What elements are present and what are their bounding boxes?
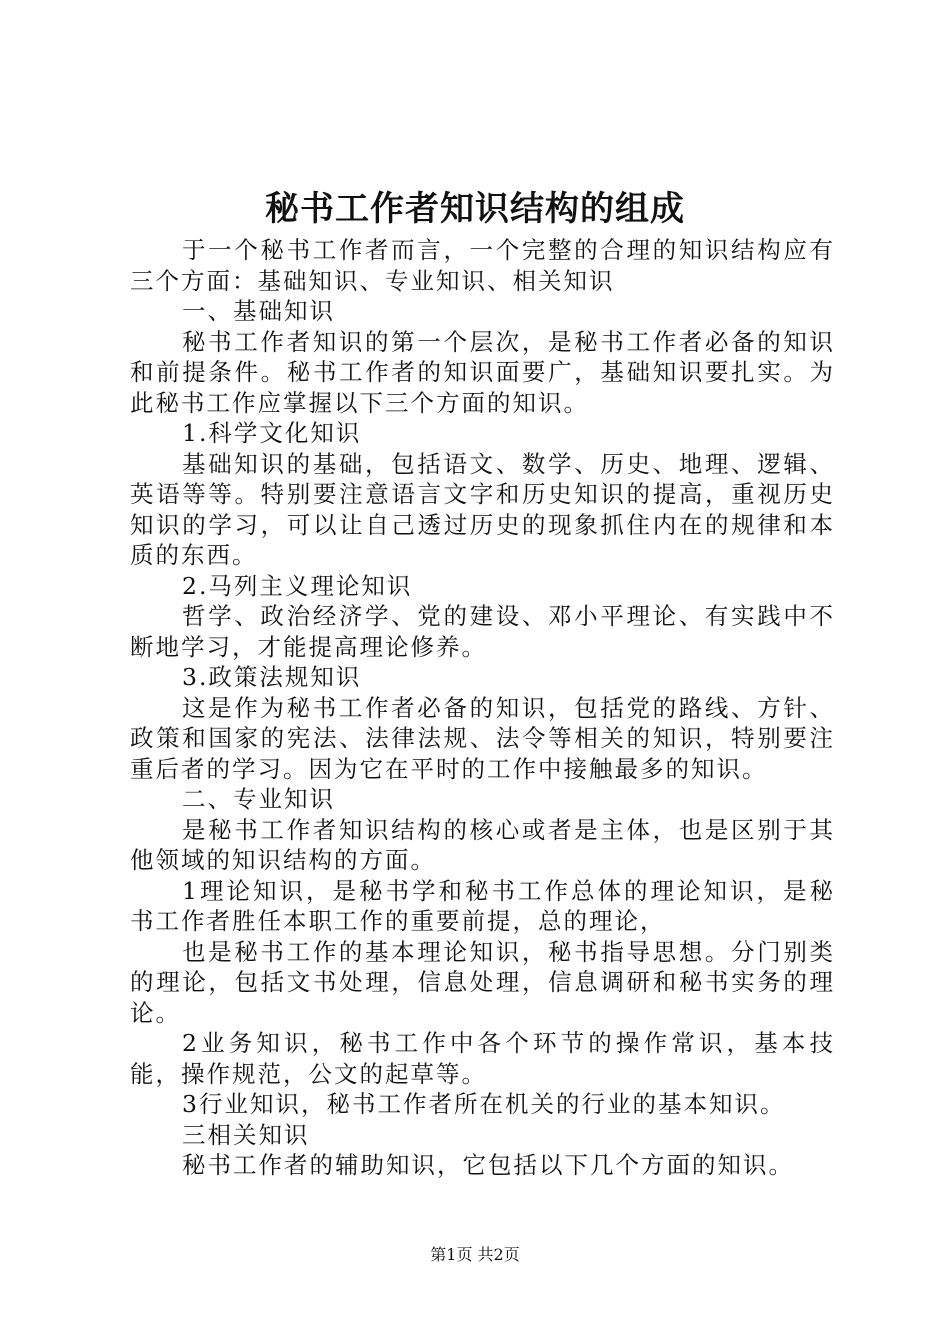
section-heading-basic: 一、基础知识 (182, 297, 335, 325)
paragraph-policy-law: 这是作为秘书工作者必备的知识，包括党的路线、方针、政策和国家的宪法、法律法规、法令等相关的知识，特别要注重后者的学习。因为它在平时的工作中接触最多的知识。 (130, 693, 835, 783)
paragraph-science-culture: 基础知识的基础，包括语文、数学、历史、地理、逻辑、英语等等。特别要注意语言文字和历史知识的提高，重视历史知识的学习，可以让自己透过历史的现象抓住内在的规律和本质的东西。 (130, 449, 835, 569)
paragraph-related-intro: 秘书工作者的辅助知识，它包括以下几个方面的知识。 (182, 1151, 794, 1179)
document-title: 秘书工作者知识结构的组成 (265, 189, 685, 229)
paragraph-intro: 于一个秘书工作者而言，一个完整的合理的知识结构应有三个方面：基础知识、专业知识、相关知识 (130, 236, 835, 295)
paragraph-industry-knowledge: 3行业知识，秘书工作者所在机关的行业的基本知识。 (182, 1090, 786, 1118)
paragraph-basic-intro: 秘书工作者知识的第一个层次，是秘书工作者必备的知识和前提条件。秘书工作者的知识面要广，基础知识要扎实。为此秘书工作应掌握以下三个方面的知识。 (130, 327, 835, 417)
document-body (130, 235, 835, 1181)
section-heading-related: 三相关知识 (182, 1120, 310, 1149)
section-heading-professional: 二、专业知识 (182, 785, 335, 813)
page-footer: 第1页 共2页 (430, 1245, 520, 1264)
subheading-science-culture: 1.科学文化知识 (182, 419, 362, 447)
paragraph-professional-intro: 是秘书工作者知识结构的核心或者是主体，也是区别于其他领域的知识结构的方面。 (130, 815, 835, 874)
paragraph-business-knowledge: 2业务知识，秘书工作中各个环节的操作常识，基本技能，操作规范，公文的起草等。 (130, 1029, 835, 1088)
subheading-marxist-theory: 2.马列主义理论知识 (182, 571, 413, 600)
subheading-policy-law: 3.政策法规知识 (182, 663, 362, 691)
paragraph-marxist-theory: 哲学、政治经济学、党的建设、邓小平理论、有实践中不断地学习，才能提高理论修养。 (130, 602, 835, 661)
paragraph-theory-knowledge: 1理论知识，是秘书学和秘书工作总体的理论知识，是秘书工作者胜任本职工作的重要前提，总的理论， (130, 876, 835, 935)
paragraph-theory-continued: 也是秘书工作的基本理论知识，秘书指导思想。分门别类的理论，包括文书处理，信息处理，信息调研和秘书实务的理论。 (130, 937, 835, 1027)
